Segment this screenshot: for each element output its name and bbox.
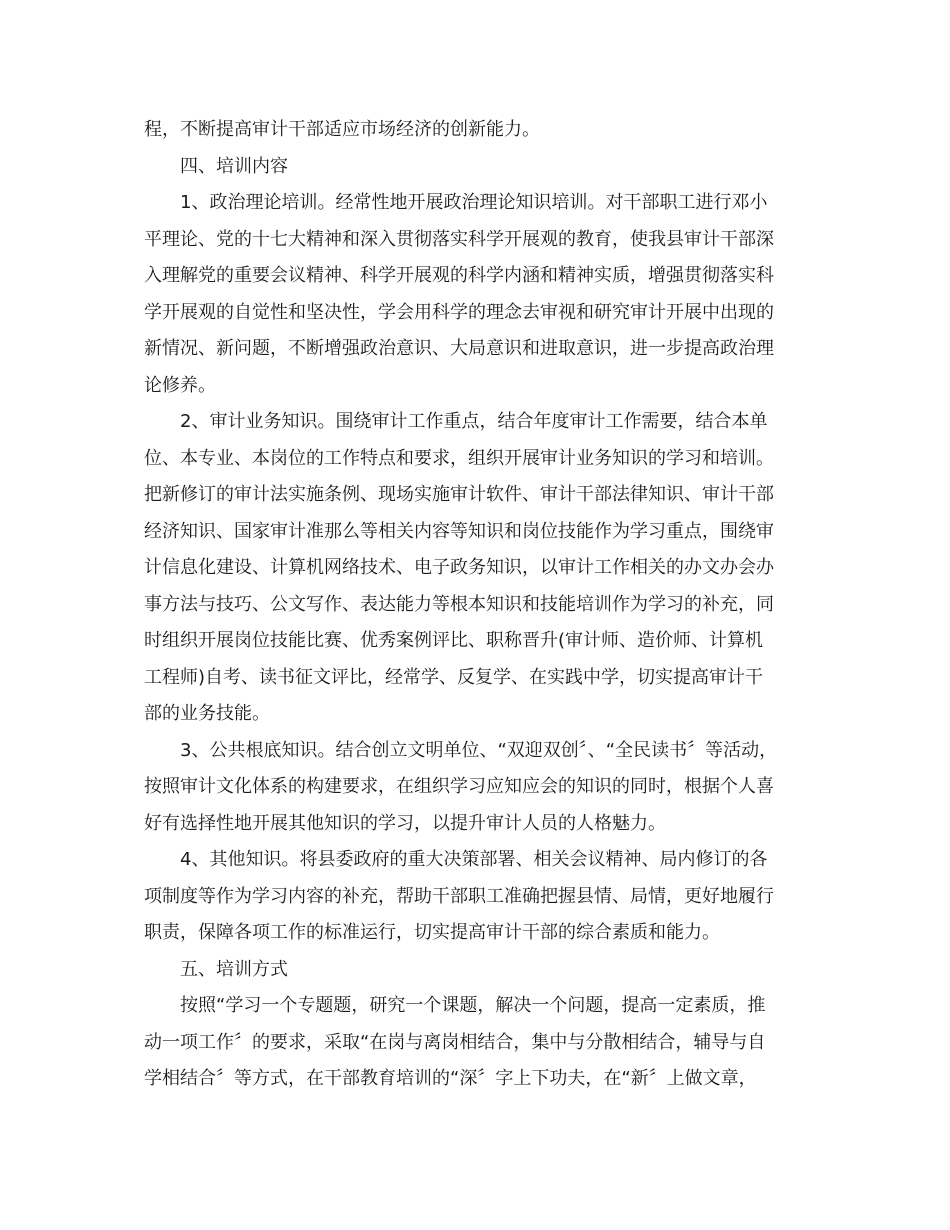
- text-line-20: 好有选择性地开展其他知识的学习，以提升审计人员的人格魅力。: [144, 812, 666, 834]
- document-body: [144, 112, 806, 1098]
- text-line-12: 经济知识、国家审计准那么等相关内容等知识和岗位技能作为学习重点，围绕审: [144, 520, 774, 542]
- text-line-13: 计信息化建设、计算机网络技术、电子政务知识，以审计工作相关的办文办会办: [144, 557, 774, 578]
- text-line-8: 论修养。: [144, 374, 216, 396]
- text-line-4: 平理论、党的十七大精神和深入贯彻落实科学开展观的教育，使我县审计干部深: [144, 228, 774, 250]
- section-heading-5: 五、培训方式: [180, 958, 288, 980]
- text-line-19: 按照审计文化体系的构建要求，在组织学习应知应会的知识的同时，根据个人喜: [144, 776, 774, 797]
- text-line-7: 新情况、新问题，不断增强政治意识、大局意识和进取意识，进一步提高政治理: [144, 338, 774, 359]
- text-line-26: 动一项工作〞的要求，采取“在岗与离岗相结合，集中与分散相结合，辅导与自: [144, 1031, 766, 1053]
- text-line-18: 3、公共根底知识。结合创立文明单位、“双迎双创〞、“全民读书〞等活动，: [180, 739, 778, 761]
- text-line-27: 学相结合〞等方式，在干部教育培训的“深〞字上下功夫，在“新〞上做文章，: [144, 1068, 757, 1089]
- text-line-11: 把新修订的审计法实施条例、现场实施审计软件、审计干部法律知识、审计干部: [144, 484, 774, 505]
- text-line-16: 工程师)自考、读书征文评比，经常学、反复学、在实践中学，切实提高审计干: [144, 666, 764, 688]
- text-line-14: 事方法与技巧、公文写作、表达能力等根本知识和技能培训作为学习的补充，同: [144, 593, 774, 615]
- text-line-15: 时组织开展岗位技能比赛、优秀案例评比、职称晋升(审计师、造价师、计算机: [144, 630, 764, 651]
- text-line-6: 学开展观的自觉性和坚决性，学会用科学的理念去审视和研究审计开展中出现的: [144, 301, 774, 323]
- text-line-3: 1、政治理论培训。经常性地开展政治理论知识培训。对干部职工进行邓小: [180, 192, 768, 213]
- text-line-22: 项制度等作为学习内容的补充，帮助干部职工准确把握县情、局情，更好地履行: [144, 885, 774, 907]
- text-line-10: 位、本专业、本岗位的工作特点和要求，组织开展审计业务知识的学习和培训。: [144, 447, 774, 469]
- text-line-9: 2、审计业务知识。围绕审计工作重点，结合年度审计工作需要，结合本单: [180, 411, 768, 432]
- text-line-17: 部的业务技能。: [144, 703, 270, 724]
- text-line-21: 4、其他知识。将县委政府的重大决策部署、相关会议精神、局内修订的各: [180, 849, 768, 870]
- section-heading-4: 四、培训内容: [180, 155, 288, 177]
- text-line-1: 程，不断提高审计干部适应市场经济的创新能力。: [144, 119, 540, 140]
- text-line-25: 按照“学习一个专题题，研究一个课题，解决一个问题，提高一定素质，推: [180, 995, 766, 1016]
- text-line-5: 入理解党的重要会议精神、科学开展观的科学内涵和精神实质，增强贯彻落实科: [144, 265, 774, 286]
- text-line-23: 职责，保障各项工作的标准运行，切实提高审计干部的综合素质和能力。: [144, 922, 720, 943]
